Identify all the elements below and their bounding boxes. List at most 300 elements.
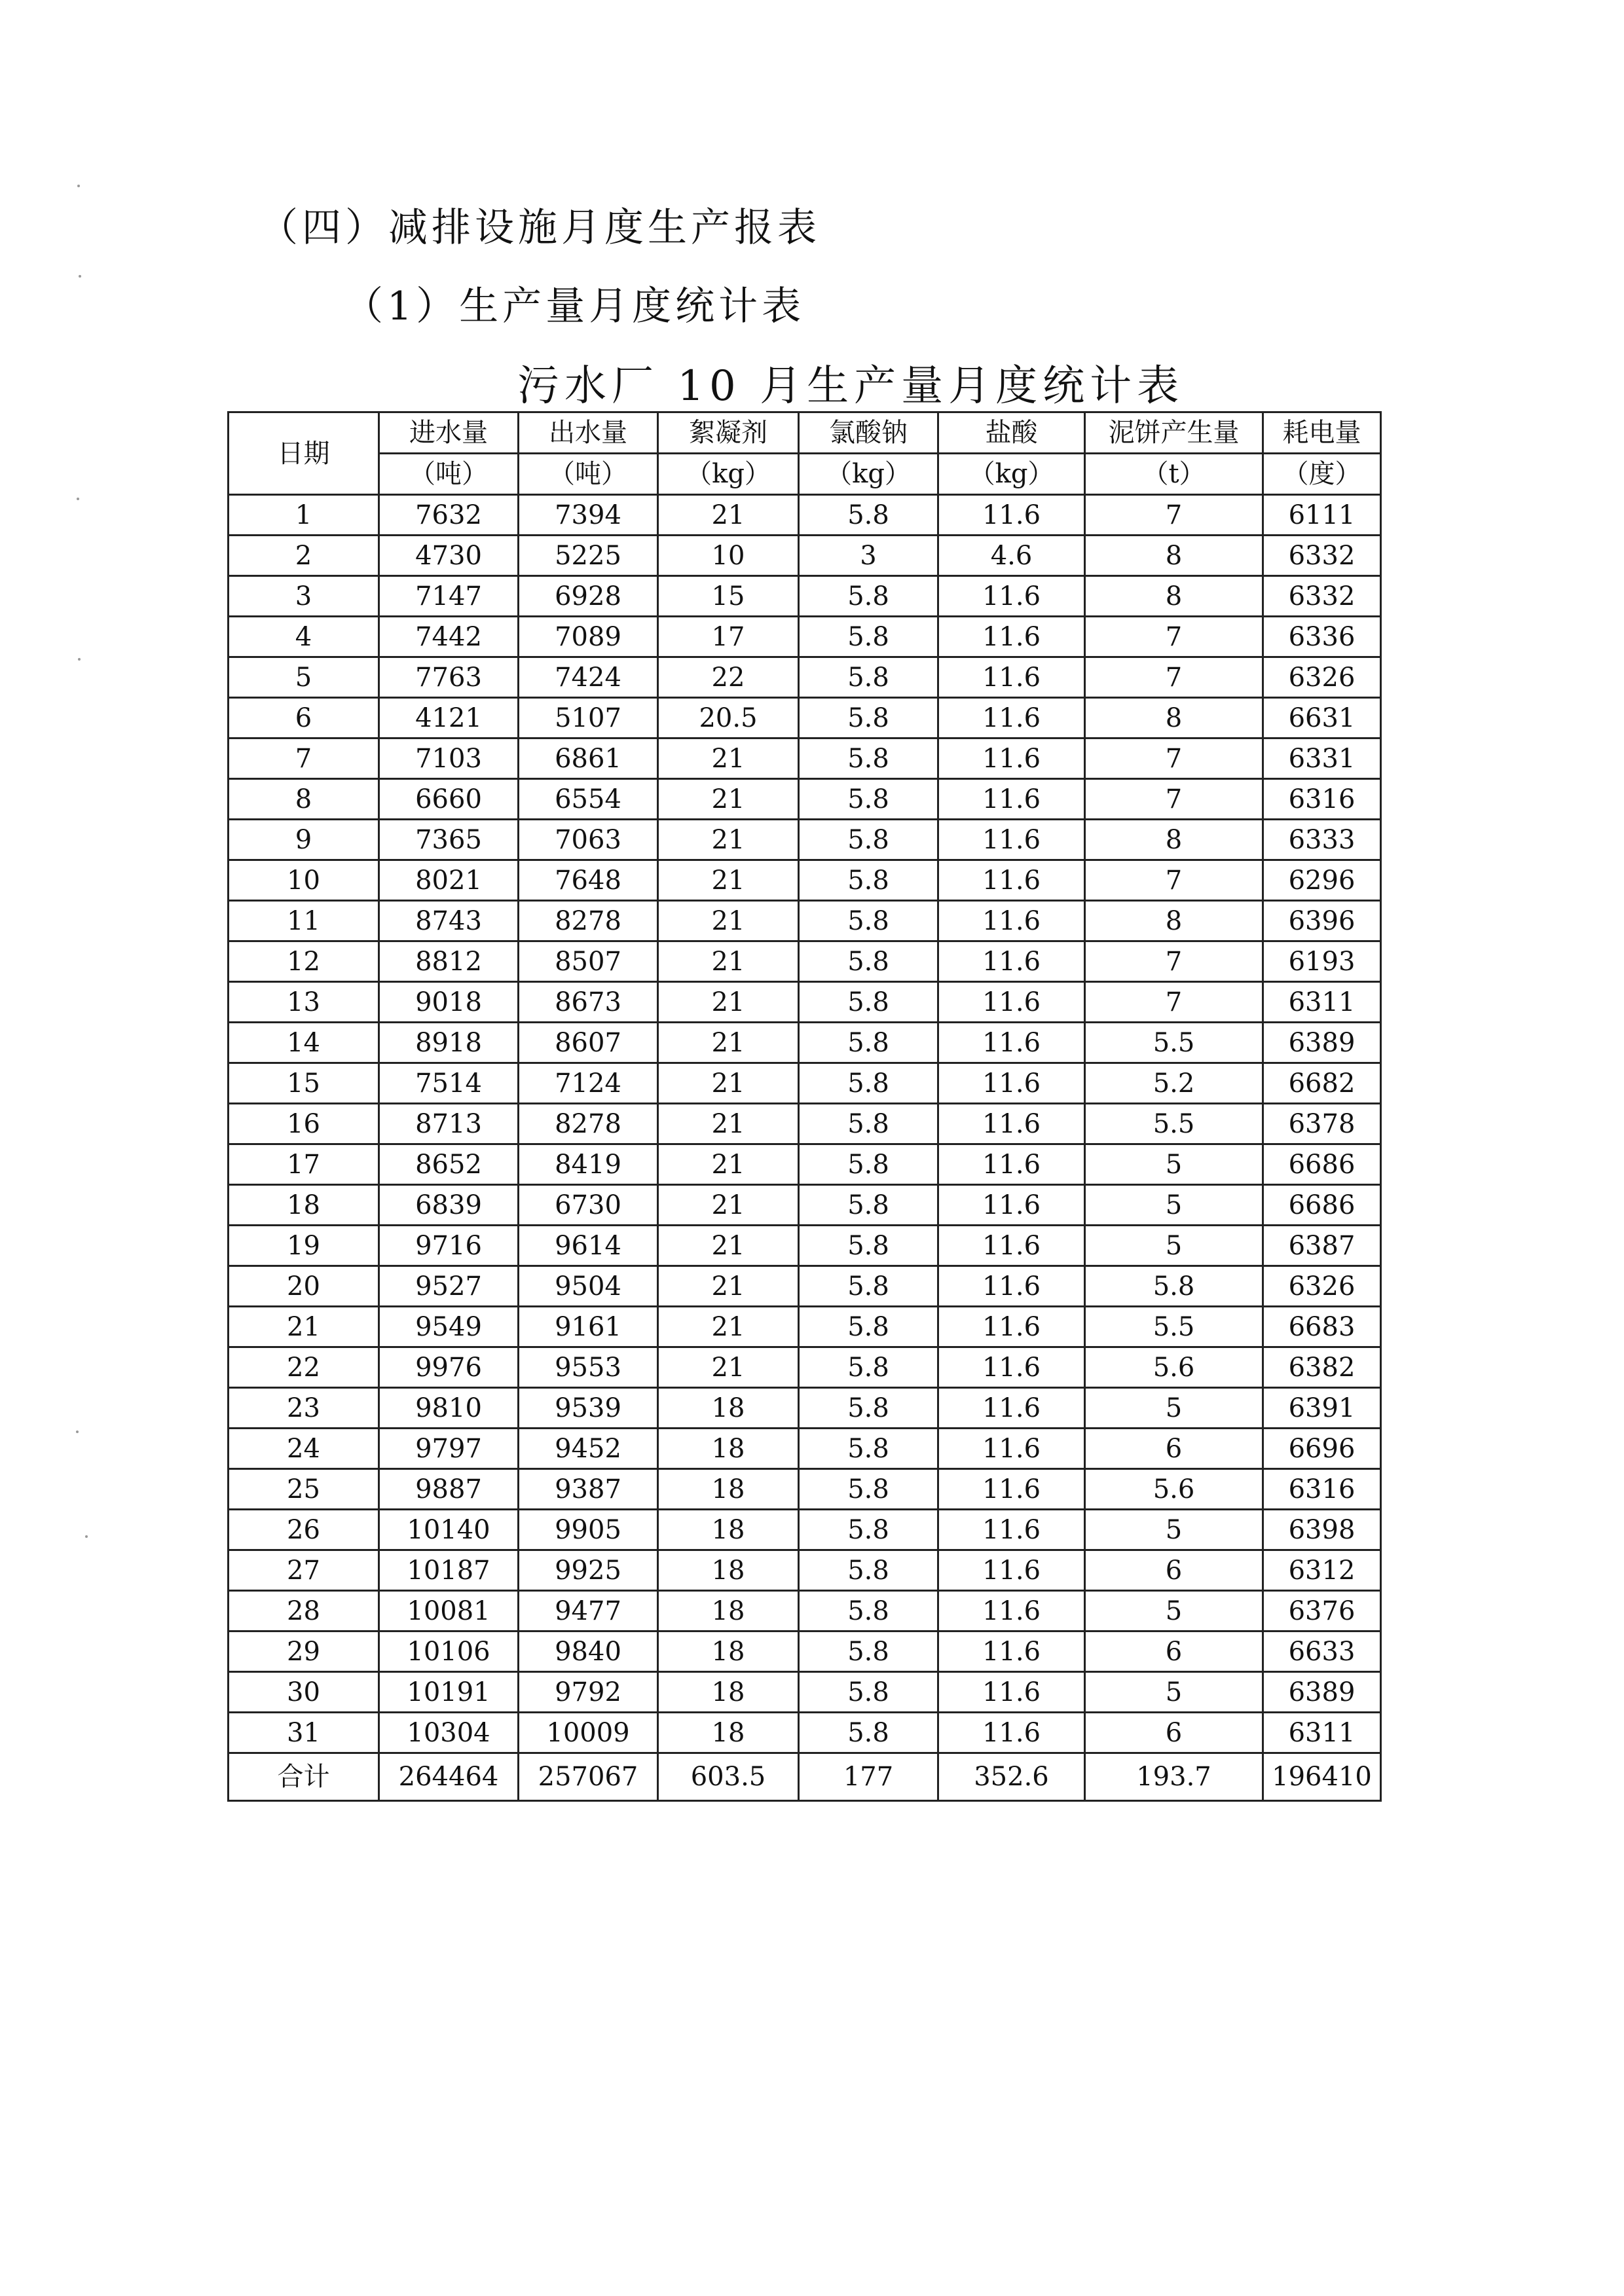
cell-date: 8 [229, 779, 379, 820]
cell-sludge-cake: 8 [1085, 698, 1263, 738]
unit-power-consumption: （度） [1263, 454, 1381, 495]
cell-sludge-cake: 5.2 [1085, 1063, 1263, 1104]
total-inflow: 264464 [379, 1753, 519, 1801]
cell-outflow: 8673 [519, 982, 658, 1023]
cell-inflow: 8743 [379, 901, 519, 941]
cell-date: 21 [229, 1307, 379, 1347]
cell-hydrochloric-acid: 11.6 [938, 698, 1085, 738]
table-row [229, 1347, 1381, 1388]
cell-inflow: 8021 [379, 860, 519, 901]
cell-sodium-chlorate: 5.8 [799, 901, 938, 941]
cell-flocculant: 21 [658, 1104, 799, 1144]
cell-hydrochloric-acid: 11.6 [938, 1063, 1085, 1104]
cell-date: 2 [229, 536, 379, 576]
total-row [229, 1753, 1381, 1801]
cell-outflow: 8419 [519, 1144, 658, 1185]
table-row [229, 1713, 1381, 1753]
cell-flocculant: 18 [658, 1388, 799, 1429]
cell-flocculant: 21 [658, 860, 799, 901]
cell-inflow: 10081 [379, 1591, 519, 1631]
cell-sludge-cake: 5.5 [1085, 1023, 1263, 1063]
cell-inflow: 7442 [379, 617, 519, 657]
header-power-consumption: 耗电量 [1263, 412, 1381, 454]
cell-hydrochloric-acid: 11.6 [938, 1631, 1085, 1672]
table-row [229, 1510, 1381, 1550]
cell-inflow: 10304 [379, 1713, 519, 1753]
total-hydrochloric-acid: 352.6 [938, 1753, 1085, 1801]
table-row [229, 1144, 1381, 1185]
scan-speck [77, 185, 80, 187]
cell-date: 30 [229, 1672, 379, 1713]
cell-outflow: 8278 [519, 901, 658, 941]
cell-hydrochloric-acid: 11.6 [938, 860, 1085, 901]
cell-outflow: 6861 [519, 738, 658, 779]
cell-inflow: 10187 [379, 1550, 519, 1591]
cell-inflow: 7763 [379, 657, 519, 698]
cell-sludge-cake: 7 [1085, 738, 1263, 779]
cell-inflow: 7147 [379, 576, 519, 617]
unit-sodium-chlorate: （kg） [799, 454, 938, 495]
header-inflow: 进水量 [379, 412, 519, 454]
cell-sodium-chlorate: 5.8 [799, 657, 938, 698]
section-heading: （四）减排设施月度生产报表 [259, 205, 821, 251]
cell-flocculant: 18 [658, 1631, 799, 1672]
cell-hydrochloric-acid: 11.6 [938, 820, 1085, 860]
cell-inflow: 9887 [379, 1469, 519, 1510]
cell-outflow: 6554 [519, 779, 658, 820]
header-sludge-cake: 泥饼产生量 [1085, 412, 1263, 454]
cell-inflow: 7365 [379, 820, 519, 860]
cell-sludge-cake: 5.6 [1085, 1469, 1263, 1510]
scan-speck [77, 498, 79, 500]
cell-sodium-chlorate: 5.8 [799, 617, 938, 657]
cell-power-consumption: 6633 [1263, 1631, 1381, 1672]
cell-sodium-chlorate: 5.8 [799, 1347, 938, 1388]
cell-inflow: 10140 [379, 1510, 519, 1550]
table-row [229, 657, 1381, 698]
cell-inflow: 9976 [379, 1347, 519, 1388]
cell-date: 19 [229, 1226, 379, 1266]
cell-sodium-chlorate: 5.8 [799, 820, 938, 860]
cell-inflow: 8812 [379, 941, 519, 982]
total-power-consumption: 196410 [1263, 1753, 1381, 1801]
cell-date: 1 [229, 495, 379, 536]
cell-sludge-cake: 7 [1085, 982, 1263, 1023]
cell-power-consumption: 6332 [1263, 576, 1381, 617]
cell-inflow: 6839 [379, 1185, 519, 1226]
cell-date: 27 [229, 1550, 379, 1591]
cell-flocculant: 21 [658, 779, 799, 820]
cell-inflow: 7103 [379, 738, 519, 779]
cell-hydrochloric-acid: 11.6 [938, 1144, 1085, 1185]
cell-flocculant: 21 [658, 941, 799, 982]
header-date: 日期 [229, 412, 379, 495]
cell-hydrochloric-acid: 11.6 [938, 779, 1085, 820]
table-row [229, 1591, 1381, 1631]
cell-hydrochloric-acid: 11.6 [938, 1185, 1085, 1226]
cell-flocculant: 10 [658, 536, 799, 576]
scan-speck [78, 658, 81, 661]
table-row [229, 698, 1381, 738]
cell-outflow: 9614 [519, 1226, 658, 1266]
cell-outflow: 7394 [519, 495, 658, 536]
cell-sodium-chlorate: 5.8 [799, 495, 938, 536]
cell-sodium-chlorate: 5.8 [799, 1307, 938, 1347]
cell-sludge-cake: 5 [1085, 1144, 1263, 1185]
cell-power-consumption: 6336 [1263, 617, 1381, 657]
cell-flocculant: 21 [658, 1347, 799, 1388]
cell-outflow: 9477 [519, 1591, 658, 1631]
cell-outflow: 7124 [519, 1063, 658, 1104]
cell-hydrochloric-acid: 11.6 [938, 1226, 1085, 1266]
cell-outflow: 7648 [519, 860, 658, 901]
cell-outflow: 8507 [519, 941, 658, 982]
header-outflow: 出水量 [519, 412, 658, 454]
table-row [229, 982, 1381, 1023]
cell-inflow: 7632 [379, 495, 519, 536]
cell-inflow: 7514 [379, 1063, 519, 1104]
cell-power-consumption: 6389 [1263, 1023, 1381, 1063]
cell-sodium-chlorate: 5.8 [799, 1591, 938, 1631]
cell-sludge-cake: 6 [1085, 1713, 1263, 1753]
production-stats-table [227, 411, 1382, 1802]
cell-date: 22 [229, 1347, 379, 1388]
header-sodium-chlorate: 氯酸钠 [799, 412, 938, 454]
unit-outflow: （吨） [519, 454, 658, 495]
cell-power-consumption: 6311 [1263, 982, 1381, 1023]
cell-date: 5 [229, 657, 379, 698]
cell-inflow: 9716 [379, 1226, 519, 1266]
cell-date: 14 [229, 1023, 379, 1063]
cell-flocculant: 21 [658, 820, 799, 860]
cell-power-consumption: 6378 [1263, 1104, 1381, 1144]
cell-power-consumption: 6326 [1263, 657, 1381, 698]
cell-outflow: 9840 [519, 1631, 658, 1672]
cell-flocculant: 18 [658, 1713, 799, 1753]
cell-sludge-cake: 7 [1085, 495, 1263, 536]
table-row [229, 536, 1381, 576]
cell-hydrochloric-acid: 11.6 [938, 941, 1085, 982]
cell-sludge-cake: 6 [1085, 1631, 1263, 1672]
cell-date: 15 [229, 1063, 379, 1104]
cell-sodium-chlorate: 5.8 [799, 1104, 938, 1144]
cell-power-consumption: 6316 [1263, 779, 1381, 820]
cell-flocculant: 21 [658, 1226, 799, 1266]
cell-sludge-cake: 5.6 [1085, 1347, 1263, 1388]
cell-sludge-cake: 8 [1085, 820, 1263, 860]
cell-sludge-cake: 5 [1085, 1672, 1263, 1713]
cell-date: 17 [229, 1144, 379, 1185]
cell-sodium-chlorate: 5.8 [799, 1063, 938, 1104]
cell-hydrochloric-acid: 11.6 [938, 1672, 1085, 1713]
cell-hydrochloric-acid: 11.6 [938, 1307, 1085, 1347]
table-row [229, 1185, 1381, 1226]
cell-sludge-cake: 7 [1085, 617, 1263, 657]
cell-sodium-chlorate: 5.8 [799, 1266, 938, 1307]
table-row [229, 738, 1381, 779]
table-row [229, 1226, 1381, 1266]
cell-outflow: 8607 [519, 1023, 658, 1063]
cell-sodium-chlorate: 5.8 [799, 1510, 938, 1550]
cell-flocculant: 21 [658, 495, 799, 536]
unit-sludge-cake: （t） [1085, 454, 1263, 495]
scan-speck [76, 1430, 79, 1433]
cell-power-consumption: 6389 [1263, 1672, 1381, 1713]
cell-hydrochloric-acid: 11.6 [938, 1429, 1085, 1469]
table-row [229, 860, 1381, 901]
cell-date: 23 [229, 1388, 379, 1429]
cell-outflow: 5107 [519, 698, 658, 738]
cell-sodium-chlorate: 5.8 [799, 779, 938, 820]
cell-flocculant: 22 [658, 657, 799, 698]
cell-power-consumption: 6682 [1263, 1063, 1381, 1104]
cell-outflow: 9792 [519, 1672, 658, 1713]
cell-date: 7 [229, 738, 379, 779]
cell-flocculant: 21 [658, 1063, 799, 1104]
table-row [229, 1469, 1381, 1510]
cell-hydrochloric-acid: 11.6 [938, 1023, 1085, 1063]
cell-sodium-chlorate: 5.8 [799, 1713, 938, 1753]
cell-date: 16 [229, 1104, 379, 1144]
cell-inflow: 9797 [379, 1429, 519, 1469]
table-row [229, 779, 1381, 820]
cell-sodium-chlorate: 5.8 [799, 860, 938, 901]
cell-power-consumption: 6316 [1263, 1469, 1381, 1510]
cell-date: 29 [229, 1631, 379, 1672]
header-hydrochloric-acid: 盐酸 [938, 412, 1085, 454]
cell-sodium-chlorate: 5.8 [799, 941, 938, 982]
table-row [229, 1631, 1381, 1672]
cell-sodium-chlorate: 5.8 [799, 698, 938, 738]
cell-power-consumption: 6326 [1263, 1266, 1381, 1307]
cell-sodium-chlorate: 5.8 [799, 1672, 938, 1713]
cell-date: 3 [229, 576, 379, 617]
cell-sodium-chlorate: 5.8 [799, 738, 938, 779]
scan-speck [79, 275, 81, 278]
cell-sludge-cake: 5.5 [1085, 1307, 1263, 1347]
cell-sodium-chlorate: 5.8 [799, 1185, 938, 1226]
cell-flocculant: 20.5 [658, 698, 799, 738]
table-row [229, 1266, 1381, 1307]
cell-inflow: 8652 [379, 1144, 519, 1185]
header-name-row [229, 412, 1381, 454]
cell-sodium-chlorate: 5.8 [799, 1144, 938, 1185]
cell-hydrochloric-acid: 11.6 [938, 617, 1085, 657]
unit-inflow: （吨） [379, 454, 519, 495]
cell-inflow: 9549 [379, 1307, 519, 1347]
cell-power-consumption: 6686 [1263, 1185, 1381, 1226]
cell-flocculant: 18 [658, 1672, 799, 1713]
table-title: 污水厂 10 月生产量月度统计表 [517, 362, 1185, 410]
header-unit-row [229, 454, 1381, 495]
cell-power-consumption: 6296 [1263, 860, 1381, 901]
table-row [229, 1307, 1381, 1347]
cell-hydrochloric-acid: 4.6 [938, 536, 1085, 576]
cell-power-consumption: 6631 [1263, 698, 1381, 738]
table-row [229, 495, 1381, 536]
cell-inflow: 4121 [379, 698, 519, 738]
total-label: 合计 [229, 1753, 379, 1801]
cell-power-consumption: 6391 [1263, 1388, 1381, 1429]
cell-date: 24 [229, 1429, 379, 1469]
cell-power-consumption: 6333 [1263, 820, 1381, 860]
unit-flocculant: （kg） [658, 454, 799, 495]
cell-hydrochloric-acid: 11.6 [938, 495, 1085, 536]
cell-hydrochloric-acid: 11.6 [938, 657, 1085, 698]
cell-date: 4 [229, 617, 379, 657]
cell-flocculant: 15 [658, 576, 799, 617]
cell-flocculant: 17 [658, 617, 799, 657]
total-sodium-chlorate: 177 [799, 1753, 938, 1801]
cell-hydrochloric-acid: 11.6 [938, 1550, 1085, 1591]
cell-date: 25 [229, 1469, 379, 1510]
cell-sodium-chlorate: 3 [799, 536, 938, 576]
cell-sodium-chlorate: 5.8 [799, 1226, 938, 1266]
cell-sodium-chlorate: 5.8 [799, 1550, 938, 1591]
cell-sludge-cake: 7 [1085, 657, 1263, 698]
table-row [229, 1672, 1381, 1713]
table-row [229, 576, 1381, 617]
cell-flocculant: 21 [658, 1144, 799, 1185]
table-row [229, 1388, 1381, 1429]
cell-sludge-cake: 7 [1085, 941, 1263, 982]
header-flocculant: 絮凝剂 [658, 412, 799, 454]
cell-power-consumption: 6332 [1263, 536, 1381, 576]
cell-hydrochloric-acid: 11.6 [938, 1104, 1085, 1144]
cell-sludge-cake: 6 [1085, 1429, 1263, 1469]
table-row [229, 617, 1381, 657]
cell-sludge-cake: 5 [1085, 1388, 1263, 1429]
cell-date: 26 [229, 1510, 379, 1550]
cell-sodium-chlorate: 5.8 [799, 576, 938, 617]
cell-power-consumption: 6193 [1263, 941, 1381, 982]
cell-hydrochloric-acid: 11.6 [938, 1388, 1085, 1429]
table-row [229, 1429, 1381, 1469]
cell-hydrochloric-acid: 11.6 [938, 576, 1085, 617]
total-outflow: 257067 [519, 1753, 658, 1801]
cell-hydrochloric-acid: 11.6 [938, 901, 1085, 941]
cell-power-consumption: 6111 [1263, 495, 1381, 536]
cell-hydrochloric-acid: 11.6 [938, 1510, 1085, 1550]
scan-speck [85, 1535, 88, 1538]
cell-flocculant: 21 [658, 738, 799, 779]
cell-date: 9 [229, 820, 379, 860]
cell-power-consumption: 6396 [1263, 901, 1381, 941]
cell-hydrochloric-acid: 11.6 [938, 738, 1085, 779]
table-footer [229, 1753, 1381, 1801]
cell-inflow: 4730 [379, 536, 519, 576]
cell-flocculant: 21 [658, 901, 799, 941]
cell-power-consumption: 6376 [1263, 1591, 1381, 1631]
cell-sludge-cake: 5 [1085, 1185, 1263, 1226]
cell-flocculant: 21 [658, 1307, 799, 1347]
cell-date: 6 [229, 698, 379, 738]
cell-power-consumption: 6686 [1263, 1144, 1381, 1185]
cell-date: 12 [229, 941, 379, 982]
sub-heading: （1）生产量月度统计表 [344, 283, 805, 329]
cell-inflow: 9018 [379, 982, 519, 1023]
cell-sodium-chlorate: 5.8 [799, 1469, 938, 1510]
cell-flocculant: 21 [658, 1266, 799, 1307]
cell-hydrochloric-acid: 11.6 [938, 1591, 1085, 1631]
cell-flocculant: 21 [658, 1185, 799, 1226]
table-row [229, 941, 1381, 982]
cell-outflow: 7424 [519, 657, 658, 698]
cell-sodium-chlorate: 5.8 [799, 1429, 938, 1469]
cell-flocculant: 18 [658, 1550, 799, 1591]
cell-outflow: 9905 [519, 1510, 658, 1550]
cell-sludge-cake: 5 [1085, 1510, 1263, 1550]
cell-power-consumption: 6311 [1263, 1713, 1381, 1753]
cell-sludge-cake: 6 [1085, 1550, 1263, 1591]
cell-outflow: 9553 [519, 1347, 658, 1388]
cell-outflow: 7089 [519, 617, 658, 657]
cell-outflow: 9925 [519, 1550, 658, 1591]
cell-date: 11 [229, 901, 379, 941]
table-row [229, 820, 1381, 860]
cell-sludge-cake: 5.5 [1085, 1104, 1263, 1144]
cell-outflow: 6730 [519, 1185, 658, 1226]
cell-inflow: 9527 [379, 1266, 519, 1307]
cell-sludge-cake: 7 [1085, 860, 1263, 901]
table-row [229, 1550, 1381, 1591]
cell-flocculant: 18 [658, 1591, 799, 1631]
cell-hydrochloric-acid: 11.6 [938, 1713, 1085, 1753]
cell-sodium-chlorate: 5.8 [799, 1388, 938, 1429]
cell-power-consumption: 6683 [1263, 1307, 1381, 1347]
table-row [229, 901, 1381, 941]
cell-outflow: 9161 [519, 1307, 658, 1347]
cell-sludge-cake: 5 [1085, 1591, 1263, 1631]
table-row [229, 1023, 1381, 1063]
cell-sludge-cake: 7 [1085, 779, 1263, 820]
cell-sodium-chlorate: 5.8 [799, 1023, 938, 1063]
cell-power-consumption: 6398 [1263, 1510, 1381, 1550]
cell-date: 20 [229, 1266, 379, 1307]
cell-flocculant: 21 [658, 982, 799, 1023]
cell-sludge-cake: 8 [1085, 576, 1263, 617]
cell-sludge-cake: 8 [1085, 536, 1263, 576]
cell-inflow: 8713 [379, 1104, 519, 1144]
cell-outflow: 10009 [519, 1713, 658, 1753]
cell-hydrochloric-acid: 11.6 [938, 982, 1085, 1023]
cell-inflow: 10106 [379, 1631, 519, 1672]
cell-sludge-cake: 8 [1085, 901, 1263, 941]
cell-outflow: 9504 [519, 1266, 658, 1307]
cell-power-consumption: 6312 [1263, 1550, 1381, 1591]
cell-inflow: 10191 [379, 1672, 519, 1713]
cell-inflow: 9810 [379, 1388, 519, 1429]
cell-hydrochloric-acid: 11.6 [938, 1469, 1085, 1510]
table-body [229, 495, 1381, 1753]
cell-inflow: 8918 [379, 1023, 519, 1063]
cell-hydrochloric-acid: 11.6 [938, 1347, 1085, 1388]
cell-outflow: 9452 [519, 1429, 658, 1469]
cell-sludge-cake: 5.8 [1085, 1266, 1263, 1307]
table-row [229, 1063, 1381, 1104]
cell-outflow: 6928 [519, 576, 658, 617]
cell-flocculant: 18 [658, 1429, 799, 1469]
cell-outflow: 5225 [519, 536, 658, 576]
total-sludge-cake: 193.7 [1085, 1753, 1263, 1801]
cell-flocculant: 21 [658, 1023, 799, 1063]
cell-power-consumption: 6387 [1263, 1226, 1381, 1266]
cell-sodium-chlorate: 5.8 [799, 982, 938, 1023]
cell-date: 18 [229, 1185, 379, 1226]
cell-outflow: 7063 [519, 820, 658, 860]
cell-power-consumption: 6331 [1263, 738, 1381, 779]
cell-outflow: 9387 [519, 1469, 658, 1510]
